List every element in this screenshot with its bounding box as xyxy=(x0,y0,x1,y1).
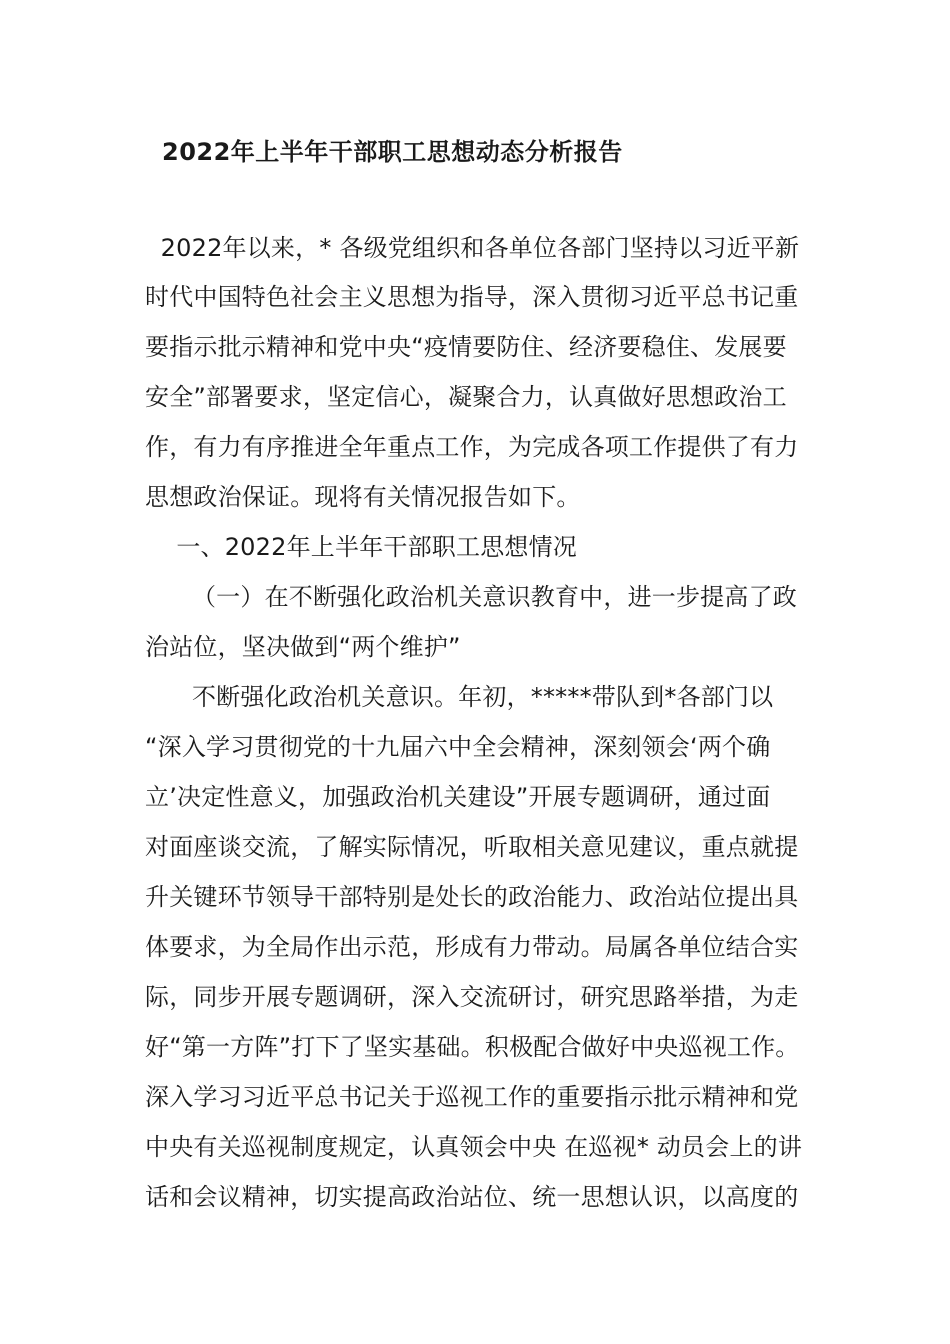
paragraph-line: 安全”部署要求，坚定信心，凝聚合力，认真做好思想政治工 xyxy=(145,383,787,411)
paragraph-line: 要指示批示精神和党中央“疫情要防住、经济要稳住、发展要 xyxy=(145,333,787,361)
subsection-heading-continued: 治站位，坚决做到“两个维护” xyxy=(145,633,461,661)
paragraph-line: 际，同步开展专题调研，深入交流研讨，研究思路举措，为走 xyxy=(145,983,799,1011)
paragraph-line: 体要求，为全局作出示范，形成有力带动。局属各单位结合实 xyxy=(145,933,799,961)
document-title: 2022年上半年干部职工思想动态分析报告 xyxy=(162,138,623,166)
paragraph-line: 升关键环节领导干部特别是处长的政治能力、政治站位提出具 xyxy=(145,883,799,911)
paragraph-line: 时代中国特色社会主义思想为指导，深入贯彻习近平总书记重 xyxy=(145,283,799,311)
paragraph-line: 话和会议精神，切实提高政治站位、统一思想认识，以高度的 xyxy=(145,1183,799,1211)
paragraph-line: 立’决定性意义，加强政治机关建设”开展专题调研，通过面 xyxy=(145,783,771,811)
paragraph-line: 思想政治保证。现将有关情况报告如下。 xyxy=(145,483,581,511)
paragraph-line: 深入学习习近平总书记关于巡视工作的重要指示批示精神和党 xyxy=(145,1083,799,1111)
paragraph-line: “深入学习贯彻党的十九届六中全会精神，深刻领会‘两个确 xyxy=(145,733,771,761)
paragraph-line: 不断强化政治机关意识。年初，*****带队到*各部门以 xyxy=(145,683,774,711)
paragraph-line: 对面座谈交流，了解实际情况，听取相关意见建议，重点就提 xyxy=(145,833,799,861)
subsection-heading: （一）在不断强化政治机关意识教育中，进一步提高了政 xyxy=(145,583,797,611)
paragraph-line: 作，有力有序推进全年重点工作，为完成各项工作提供了有力 xyxy=(145,433,799,461)
paragraph-line: 好“第一方阵”打下了坚实基础。积极配合做好中央巡视工作。 xyxy=(145,1033,800,1061)
paragraph-line: 2022年以来，* 各级党组织和各单位各部门坚持以习近平新 xyxy=(145,234,800,262)
paragraph-line: 中央有关巡视制度规定，认真领会中央 在巡视* 动员会上的讲 xyxy=(145,1133,803,1161)
section-heading: 一、2022年上半年干部职工思想情况 xyxy=(145,533,577,561)
